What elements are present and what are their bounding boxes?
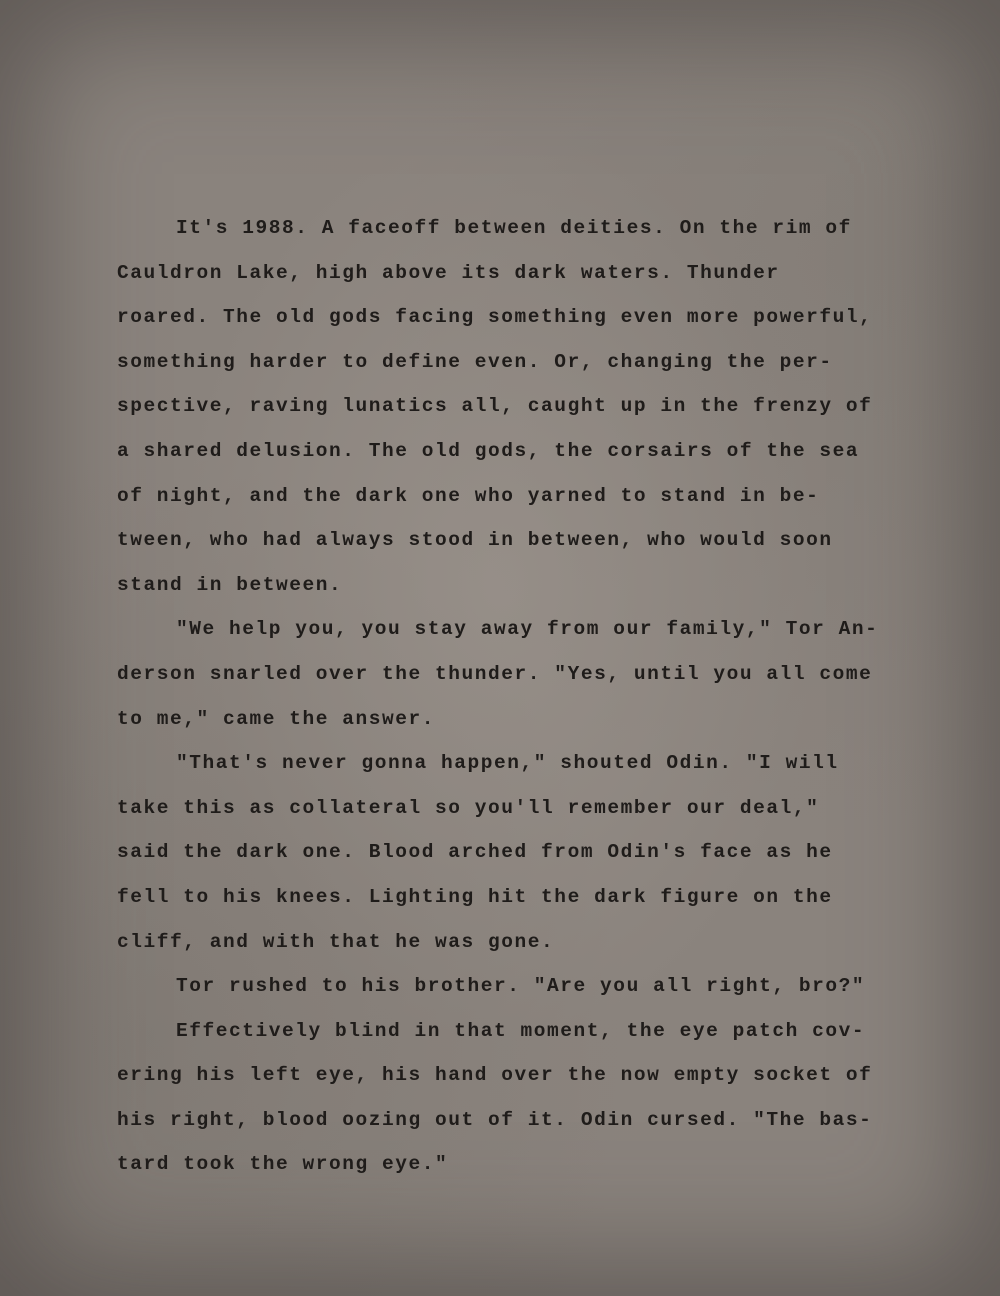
- text-line: something harder to define even. Or, changing the per-: [117, 350, 833, 373]
- text-line: ering his left eye, his hand over the now empty socket of: [117, 1064, 873, 1087]
- text-line: fell to his knees. Lighting hit the dark figure on the: [117, 885, 833, 908]
- text-line: a shared delusion. The old gods, the corsairs of the sea: [117, 439, 860, 462]
- text-line: of night, and the dark one who yarned to stand in be-: [117, 484, 820, 507]
- text-line: roared. The old gods facing something even more powerful,: [117, 306, 873, 329]
- text-line: tween, who had always stood in between, who would soon: [117, 529, 833, 552]
- text-line: tard took the wrong eye.": [117, 1153, 449, 1176]
- text-line: take this as collateral so you'll remember our deal,": [117, 796, 820, 819]
- text-line: Tor rushed to his brother. "Are you all right, bro?": [176, 975, 866, 998]
- text-line: spective, raving lunatics all, caught up in the frenzy of: [117, 395, 873, 418]
- text-line: said the dark one. Blood arched from Odin's face as he: [117, 841, 833, 864]
- text-line: derson snarled over the thunder. "Yes, until you all come: [117, 662, 873, 685]
- text-line: "We help you, you stay away from our family," Tor An-: [176, 618, 879, 641]
- text-line: It's 1988. A faceoff between deities. On the rim of: [176, 217, 852, 239]
- text-line: to me," came the answer.: [117, 707, 436, 730]
- text-line: Effectively blind in that moment, the eye patch cov-: [176, 1019, 866, 1042]
- text-line: "That's never gonna happen," shouted Odin. "I will: [176, 752, 839, 775]
- text-line: stand in between.: [117, 573, 343, 596]
- text-line: his right, blood oozing out of it. Odin cursed. "The bas-: [117, 1108, 873, 1131]
- text-line: Cauldron Lake, high above its dark waters. Thunder: [117, 261, 780, 284]
- manuscript-page: [117, 206, 887, 1187]
- text-line: cliff, and with that he was gone.: [117, 930, 555, 953]
